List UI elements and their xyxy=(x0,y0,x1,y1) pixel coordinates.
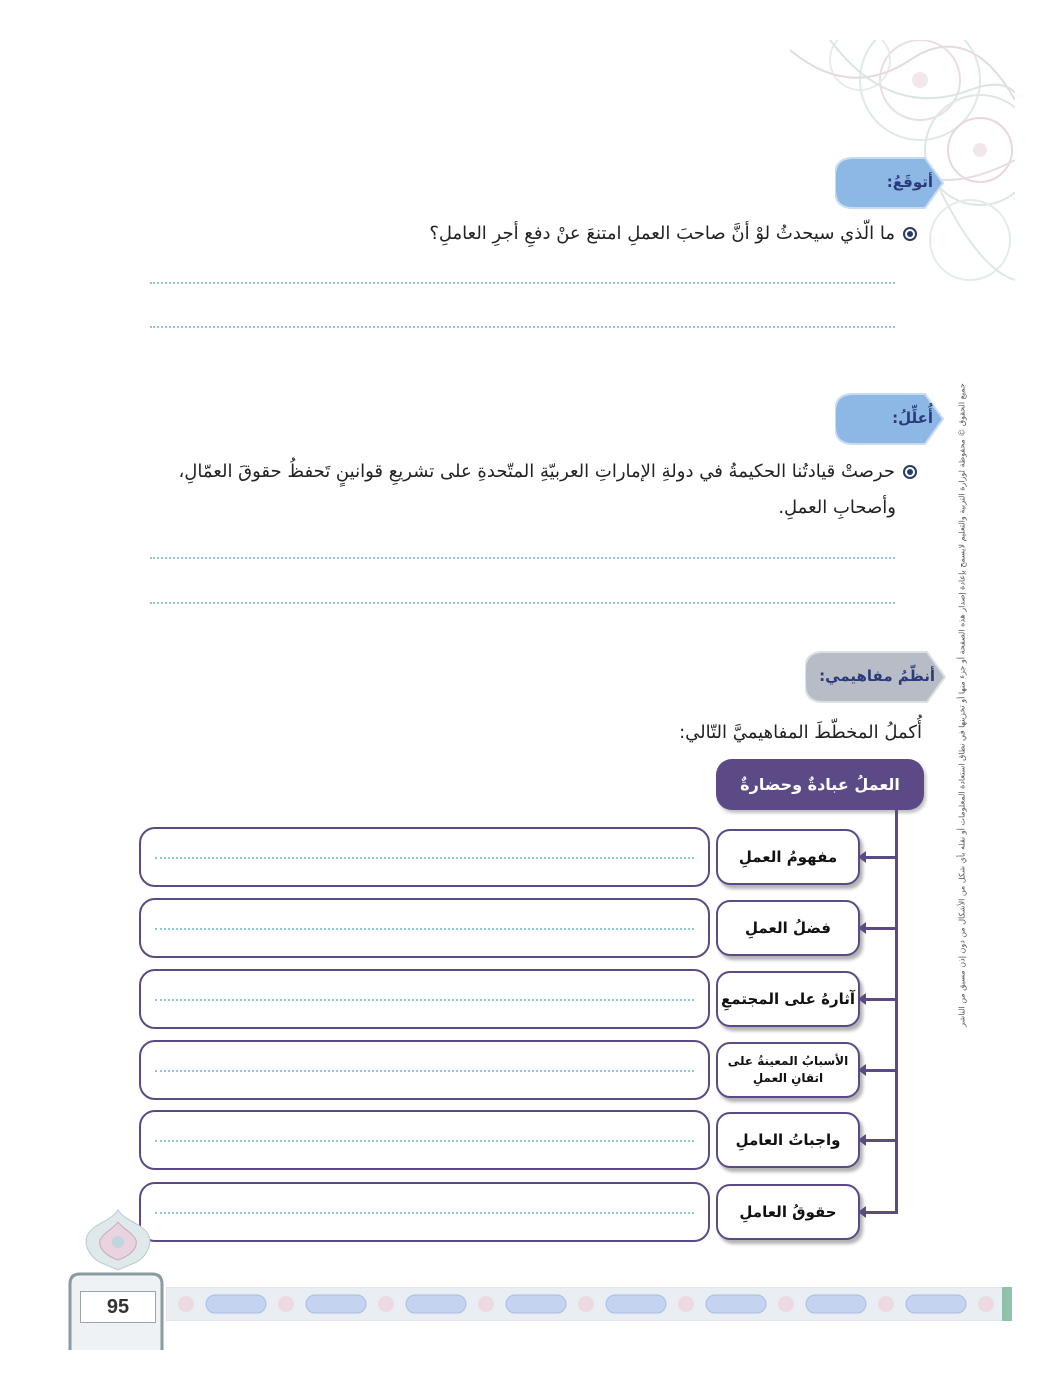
connector-arrow xyxy=(863,998,896,1001)
concept-box: واجباتُ العاملِ xyxy=(716,1112,860,1168)
answer-box[interactable] xyxy=(139,969,710,1029)
connector-arrow xyxy=(863,1211,896,1214)
bullet-icon xyxy=(903,465,917,479)
answer-box[interactable] xyxy=(139,898,710,958)
justify-tag xyxy=(835,392,945,446)
connector-arrow xyxy=(863,927,896,930)
concept-box: حقوقُ العاملِ xyxy=(716,1184,860,1240)
justify-question-cont: وأصحابِ العملِ. xyxy=(778,497,896,518)
answer-line[interactable] xyxy=(150,602,895,604)
page-number: 95 xyxy=(80,1291,156,1323)
connector-arrow xyxy=(863,1139,896,1142)
connector-arrow xyxy=(863,856,896,859)
concept-box: فضلُ العملِ xyxy=(716,900,860,956)
instruction: أُكملُ المخطّطَ المفاهيميَّ التّالي: xyxy=(679,722,922,743)
connector-trunk xyxy=(895,810,898,1214)
answer-line[interactable] xyxy=(150,282,895,284)
answer-box[interactable] xyxy=(139,1182,710,1242)
concept-box: الأسبابُ المعينةُ على اتقانِ العملِ xyxy=(716,1042,860,1098)
justify-question: حرصتْ قيادتُنا الحكيمةُ في دولةِ الإماراتِ العربيّةِ المتّحدةِ على تشريعِ قوانينٍ تَحفظُ حقوقَ العمّالِ، xyxy=(179,454,918,490)
answer-line[interactable] xyxy=(150,557,895,559)
answer-box[interactable] xyxy=(139,827,710,887)
bullet-icon xyxy=(903,227,917,241)
predict-label: أتوقَعُ: xyxy=(886,173,933,191)
footer-ornament-band xyxy=(166,1287,1012,1321)
justify-label: أُعلِّلُ: xyxy=(892,409,933,427)
concept-box: آثارهُ على المجتمعِ xyxy=(716,971,860,1027)
answer-box[interactable] xyxy=(139,1110,710,1170)
answer-box[interactable] xyxy=(139,1040,710,1100)
connector-arrow xyxy=(863,1069,896,1072)
organize-label: أنظّمُ مفاهيمي: xyxy=(819,667,935,685)
answer-line[interactable] xyxy=(150,326,895,328)
page-top-ornament xyxy=(78,1208,158,1272)
copyright-notice: جميع الحقوق © محفوظة لوزارة التربية والتعليم لايسمح بإعادة إصدار هذه الصفحة أو جزء منها أو تخزينها في نطاق استعادة المعلومات أو نقله بأي شكل من الأشكال من دون إذن مسبق من الناشر xyxy=(957,383,967,1027)
organize-tag xyxy=(805,650,947,704)
predict-tag xyxy=(835,156,945,210)
predict-question: ما الّذي سيحدثُ لوْ أنَّ صاحبَ العملِ امتنعَ عنْ دفعِ أجرِ العاملِ؟ xyxy=(429,216,917,252)
concept-box: مفهومُ العملِ xyxy=(716,829,860,885)
concept-map-root: العملُ عبادةٌ وحضارةٌ xyxy=(716,759,924,810)
